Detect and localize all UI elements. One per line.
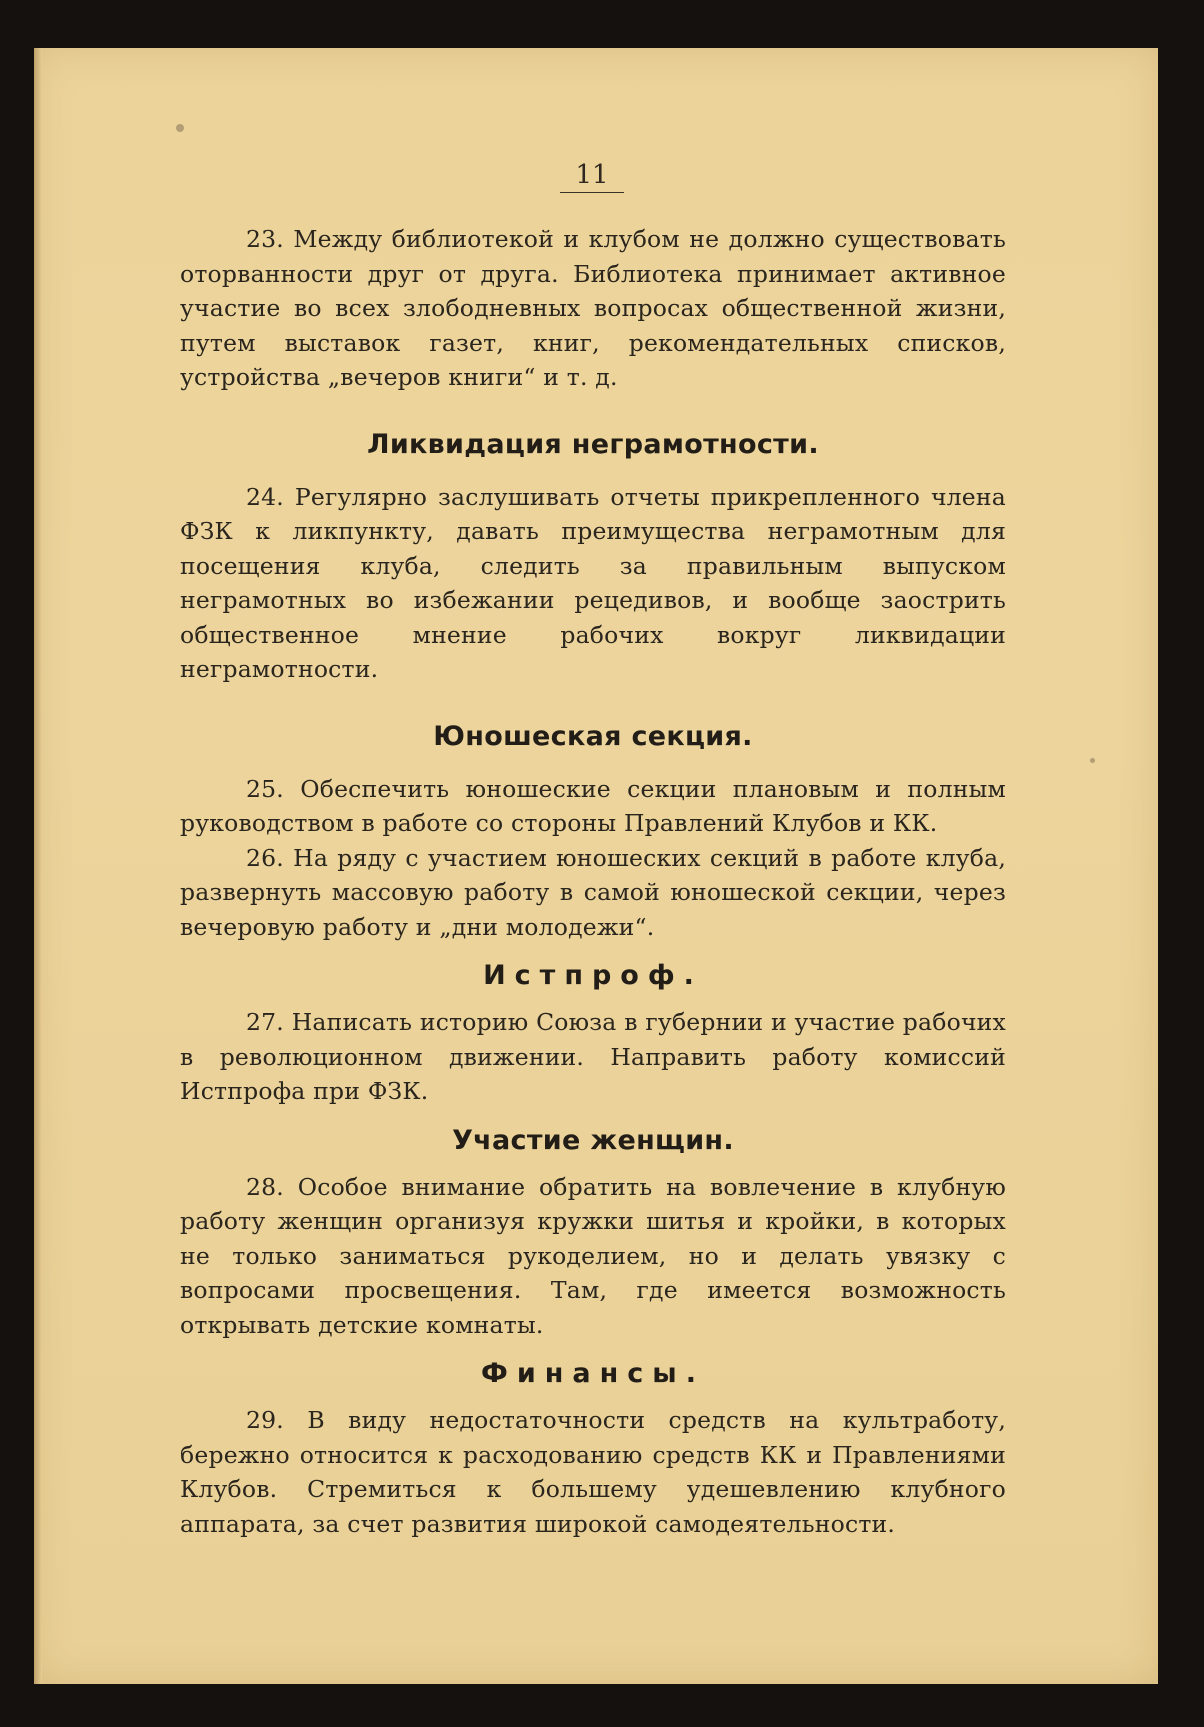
paper-stain [176,124,184,132]
page-content [180,222,1006,1541]
heading-literacy: Ликвидация неграмотности. [367,428,819,460]
paragraph-27: 27. Написать историю Союза в губернии и участие рабочих в революционном движении. Направить работу комиссий Истпрофа при ФЗК. [180,1008,1006,1105]
page-number: 11 [560,160,624,193]
paragraph-28: 28. Особое внимание обратить на вовлечение в клубную работу женщин организуя кружки шитья и кройки, в которых не только заниматься рукоделием, но и делать увязку с вопросами просвещения. Там, где имеется возможность открывать детские комнаты. [180,1172,1006,1339]
paragraph-24: 24. Регулярно заслушивать отчеты прикрепленного члена ФЗК к ликпункту, давать преимущества неграмотным для посещения клуба, следить за правильным выпуском неграмотных во избежании рецедивов, и вообще заострить общественное мнение рабочих вокруг ликвидации неграмотности. [180,482,1006,683]
page-binding-edge [34,48,42,1684]
paragraph-26: 26. На ряду с участием юношеских секций в работе клуба, развернуть массовую работу в самой юношеской секции, через вечеровую работу и „дни молодежи“. [180,843,1006,941]
paragraph-29: 29. В виду недостаточности средств на культработу, бережно относится к расходованию средств КК и Правлениями Клубов. Стремиться к большему удешевлению клубного аппарата, за счет развития широкой самодеятельности. [180,1406,1006,1538]
heading-istprof: Истпроф. [483,960,703,991]
heading-finances: Финансы. [481,1358,705,1389]
paper-stain [1090,758,1095,763]
heading-youth-section: Юношеская секция. [433,720,753,752]
paragraph-25: 25. Обеспечить юношеские секции плановым и полным руководством в работе со стороны Правлений Клубов и КК. [180,774,1006,837]
paragraph-23: 23. Между библиотекой и клубом не должно существовать оторванности друг от друга. Библиотека принимает активное участие во всех злободневных вопросах общественной жизни, путем выставок газет, книг, рекомендательных списков, устройства „вечеров книги“ и т. д. [180,225,1006,391]
heading-women: Участие женщин. [452,1124,734,1156]
